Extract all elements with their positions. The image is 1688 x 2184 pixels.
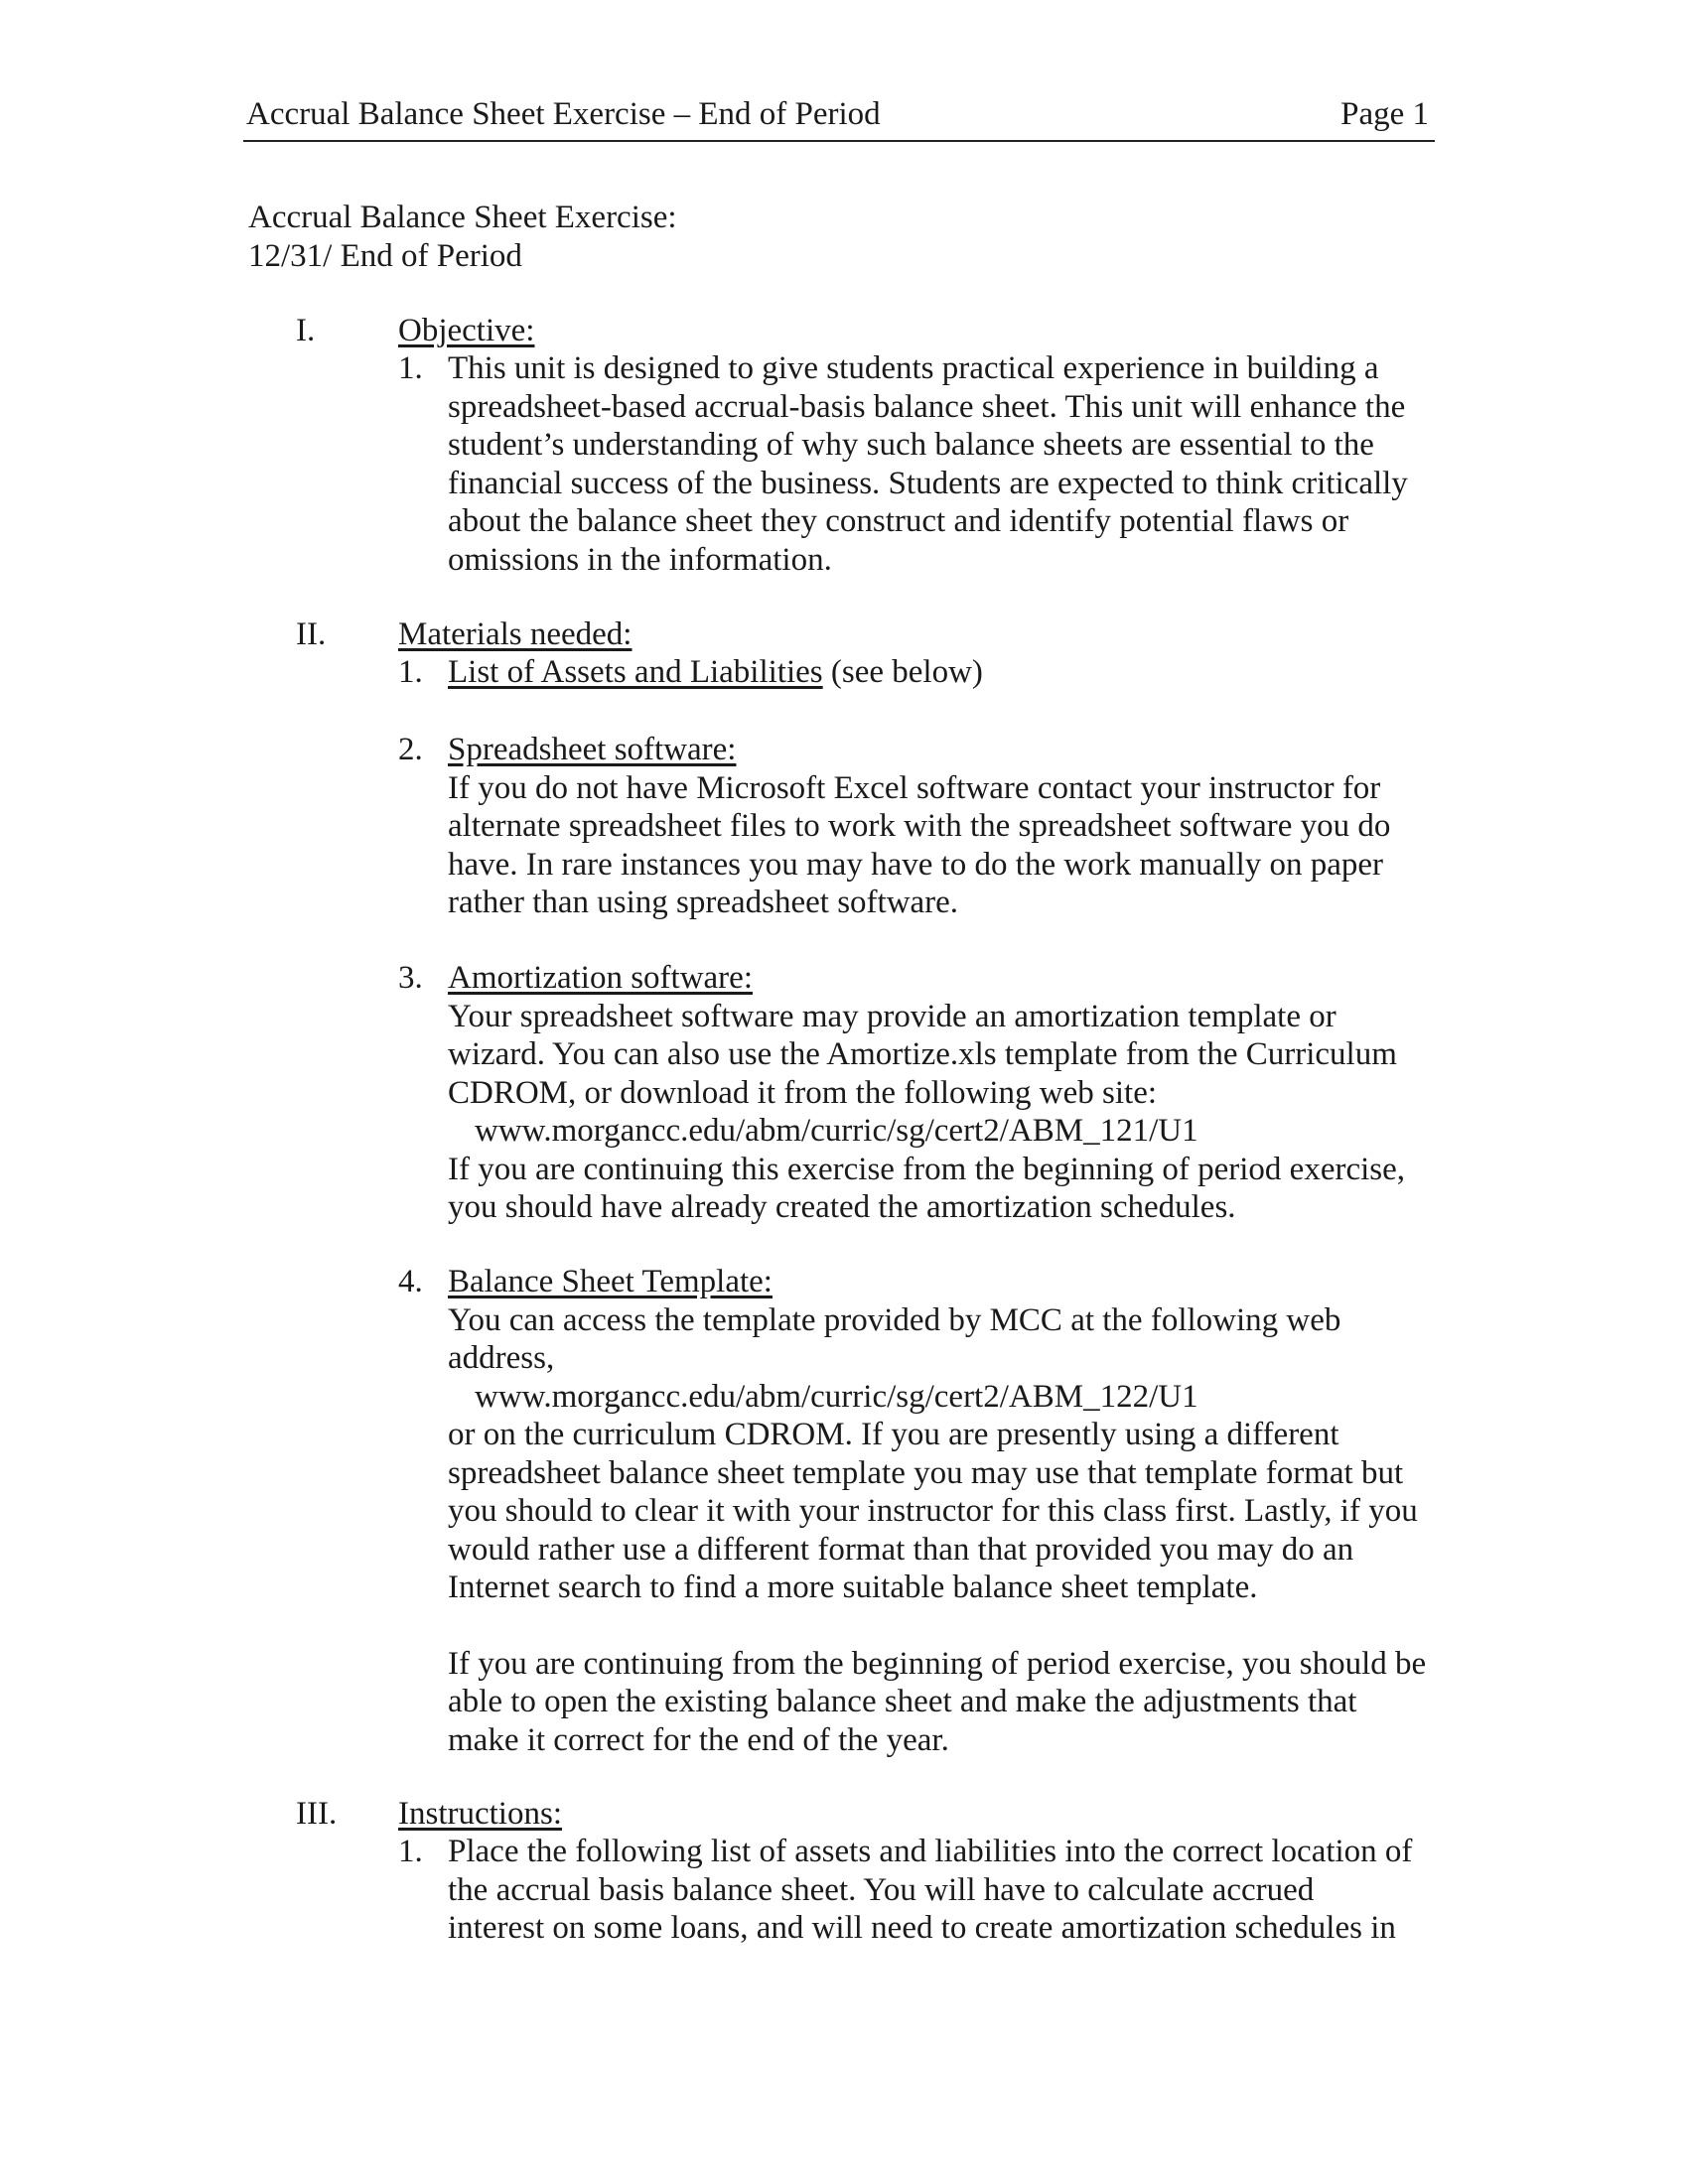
item-number: 4. [398,1264,423,1299]
text-line: or on the curriculum CDROM. If you are presently using a different [448,1417,1339,1452]
text-line: If you do not have Microsoft Excel software contact your instructor for [448,769,1381,806]
text-line: Place the following list of assets and liabilities into the correct location of [448,1834,1413,1869]
document-title-line-2: 12/31/ End of Period [248,237,522,274]
text-line: If you are continuing this exercise from the beginning of period exercise, [448,1151,1406,1187]
text-line: spreadsheet balance sheet template you may use that template format but [448,1454,1404,1491]
page-header [243,94,1435,142]
text-line: you should to clear it with your instructor for this class first. Lastly, if you [448,1493,1418,1529]
text-line: student’s understanding of why such balance sheets are essential to the [448,427,1374,463]
item-number: 1. [398,1834,423,1869]
item-body [448,731,1451,922]
item-number: 2. [398,732,423,767]
section-numeral: II. [296,616,327,652]
text-line: the accrual basis balance sheet. You will have to calculate accrued [448,1871,1315,1908]
item-number: 1. [398,350,423,386]
text-line: CDROM, or download it from the following web site: [448,1074,1158,1111]
section-heading: Objective: [398,313,535,348]
text-line: This unit is designed to give students practical experience in building a [448,350,1379,386]
text-line: alternate spreadsheet files to work with the spreadsheet software you do [448,808,1391,844]
text-line: able to open the existing balance sheet and make the adjustments that [448,1684,1357,1719]
section-numeral: III. [296,1796,338,1832]
section-heading: Materials needed: [398,616,633,652]
web-address: www.morgancc.edu/abm/curric/sg/cert2/ABM_122/U1 [475,1378,1198,1415]
text-line: have. In rare instances you may have to do the work manually on paper [448,846,1384,883]
item-number: 3. [398,960,423,996]
text-line: would rather use a different format than that provided you may do an [448,1531,1354,1568]
text-line: about the balance sheet they construct and identify potential flaws or [448,503,1349,539]
text-line: spreadsheet-based accrual-basis balance sheet. This unit will enhance the [448,388,1406,425]
item-title: List of Assets and Liabilities [448,654,823,690]
item-body [448,1833,1451,1948]
item-title: Amortization software: [448,960,753,996]
text-line: address, [448,1340,555,1376]
item-body [448,349,1451,579]
item-title: Spreadsheet software: [448,732,737,767]
document-title [248,199,677,275]
web-address: www.morgancc.edu/abm/curric/sg/cert2/ABM_121/U1 [475,1113,1198,1149]
item-title: Balance Sheet Template: [448,1264,773,1299]
text-line: make it correct for the end of the year. [448,1721,949,1758]
document-title-line-1: Accrual Balance Sheet Exercise: [248,200,677,235]
item-body [448,959,1451,1227]
item-body [448,653,1451,692]
section-heading: Instructions: [398,1796,562,1832]
text-line: If you are continuing from the beginning of period exercise, you should be [448,1645,1427,1682]
header-page-number: Page 1 [1340,96,1429,132]
header-title: Accrual Balance Sheet Exercise – End of Period [246,96,881,132]
text-line: Your spreadsheet software may provide an amortization template or [448,998,1336,1034]
section-numeral: I. [296,313,316,348]
text-line: You can access the template provided by MCC at the following web [448,1301,1341,1338]
text-line: you should have already created the amortization schedules. [448,1189,1236,1225]
text-line: financial success of the business. Students are expected to think critically [448,465,1408,501]
item-number: 1. [398,654,423,690]
text-line: wizard. You can also use the Amortize.xls template from the Curriculum [448,1036,1397,1072]
text-line: interest on some loans, and will need to create amortization schedules in [448,1910,1396,1946]
text-line: omissions in the information. [448,541,832,578]
text-line: rather than using spreadsheet software. [448,885,959,920]
text-line: Internet search to find a more suitable balance sheet template. [448,1570,1258,1605]
item-body [448,1263,1451,1759]
item-suffix: (see below) [822,654,983,690]
